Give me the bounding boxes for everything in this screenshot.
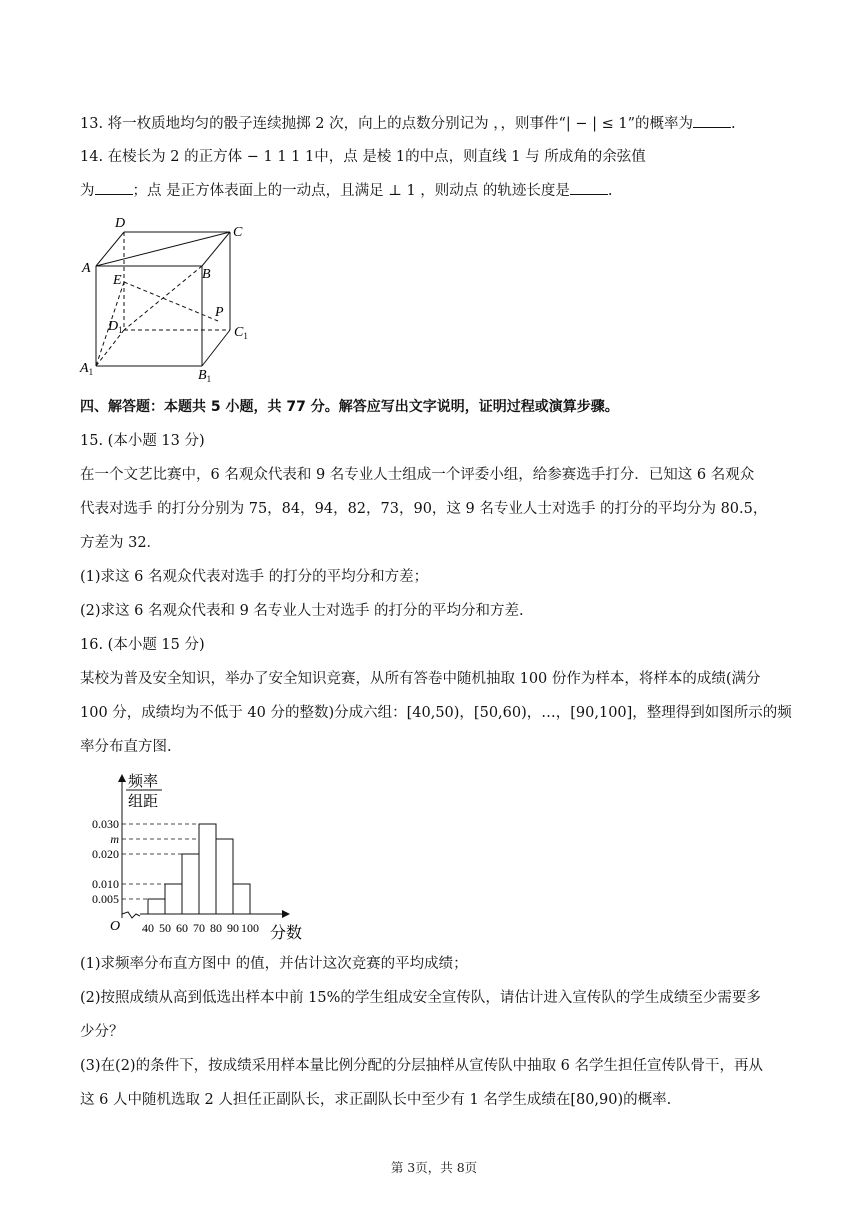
- question-16-para: 率分布直方图.: [80, 739, 172, 755]
- question-16-sub-2: (2)按照成绩从高到低选出样本中前 15%的学生组成安全宣传队，请估计进入宣传队的学生成绩至少需要多: [80, 990, 761, 1006]
- question-16-header: 16. (本小题 15 分): [80, 637, 205, 653]
- question-14-line-1: 14. 在棱长为 2 的正方体 − 1 1 1 1中，点 是棱 1的中点，则直线 1 与 所成角的余弦值: [80, 149, 646, 165]
- question-16-sub-3: (3)在(2)的条件下，按成绩采用样本量比例分配的分层抽样从宣传队中抽取 6 名学生担任宣传队骨干，再从: [80, 1058, 764, 1074]
- y-axis-label-top: 频率: [128, 774, 159, 790]
- question-16-sub-2-cont: 少分？: [80, 1024, 124, 1040]
- question-16-para: 某校为普及安全知识，举办了安全知识竞赛，从所有答卷中随机抽取 100 份作为样本，将样本的成绩(满分: [80, 671, 761, 687]
- question-15-para: 代表对选手 的打分分别为 75，84，94，82，73，90，这 9 名专业人士对选手 的打分的平均分为 80.5，: [80, 501, 768, 517]
- question-15-para: 在一个文艺比赛中，6 名观众代表和 9 名专业人士组成一个评委小组，给参赛选手打分．已知这 6 名观众: [80, 467, 755, 483]
- question-15-sub-2: (2)求这 6 名观众代表和 9 名专业人士对选手 的打分的平均分和方差.: [80, 603, 524, 619]
- histogram-bar: [216, 839, 233, 914]
- histogram-bar: [199, 824, 216, 914]
- frequency-histogram: [92, 768, 330, 946]
- cube-label-a: A: [82, 261, 91, 276]
- section-heading: 四、解答题：本题共 5 小题，共 77 分。解答应写出文字说明，证明过程或演算步骤。: [80, 399, 619, 415]
- x-tick-label: 40: [142, 921, 154, 935]
- cube-label-b: B: [202, 267, 211, 282]
- page-footer: 第 3页，共 8页: [390, 1160, 478, 1175]
- y-axis-label-bottom: 组距: [128, 794, 159, 810]
- question-14-line-2: 为 ；点 是正方体表面上的一动点，且满足 ⊥ 1 ，则动点 的轨迹长度是 .: [80, 180, 788, 202]
- x-tick-label: 100: [241, 921, 259, 935]
- x-tick-label: 90: [227, 921, 239, 935]
- x-tick-label: 50: [159, 921, 171, 935]
- question-13-text: 13. 将一枚质地均匀的骰子连续抛掷 2 次，向上的点数分别记为 ，，则事件“| − | ≤ 1”的概率为: [80, 116, 694, 132]
- cube-figure: [78, 212, 268, 384]
- x-tick-label: 80: [210, 921, 222, 935]
- cube-label-e: E: [113, 273, 122, 288]
- cube-label-a1: $A_1$: [80, 361, 94, 377]
- question-16-para: 100 分，成绩均为不低于 40 分的整数)分成六组：[40,50)，[50,60)，…，[90,100]，整理得到如图所示的频: [80, 705, 792, 721]
- question-15-sub-1: (1)求这 6 名观众代表对选手 的打分的平均分和方差；: [80, 569, 429, 585]
- answer-blank: [570, 180, 608, 195]
- x-axis-label: 分数: [270, 925, 303, 942]
- y-tick-label: 0.020: [92, 847, 119, 861]
- question-15-header: 15. (本小题 13 分): [80, 433, 205, 449]
- histogram-bar: [148, 899, 165, 914]
- axis-break: [122, 912, 140, 918]
- question-16-sub-1: (1)求频率分布直方图中 的值，并估计这次竞赛的平均成绩；: [80, 956, 468, 972]
- x-tick-label: 60: [176, 921, 188, 935]
- y-tick-label: m: [110, 832, 119, 846]
- y-tick-label: 0.005: [92, 892, 119, 906]
- cube-label-b1: $B_1$: [198, 368, 212, 384]
- cube-label-p: P: [215, 305, 224, 320]
- y-tick-label: 0.010: [92, 877, 119, 891]
- question-13: 13. 将一枚质地均匀的骰子连续抛掷 2 次，向上的点数分别记为 ，，则事件“| − | ≤ 1”的概率为 .: [80, 113, 788, 135]
- origin-label: O: [110, 919, 121, 934]
- question-16-sub-3-cont: 这 6 人中随机选取 2 人担任正副队长，求正副队长中至少有 1 名学生成绩在[80,90)的概率.: [80, 1092, 672, 1108]
- cube-label-c1: $C_1$: [234, 325, 248, 341]
- y-tick-label: 0.030: [92, 817, 119, 831]
- cube-label-d: D: [115, 216, 126, 231]
- answer-blank: [95, 180, 133, 195]
- histogram-bar: [165, 884, 182, 914]
- answer-blank: [693, 113, 731, 128]
- x-tick-label: 70: [193, 921, 205, 935]
- question-15-para: 方差为 32．: [80, 535, 162, 551]
- histogram-bar: [182, 854, 199, 914]
- cube-label-d1: $D_1$: [108, 319, 123, 335]
- histogram-bar: [233, 884, 250, 914]
- cube-label-c: C: [233, 225, 243, 240]
